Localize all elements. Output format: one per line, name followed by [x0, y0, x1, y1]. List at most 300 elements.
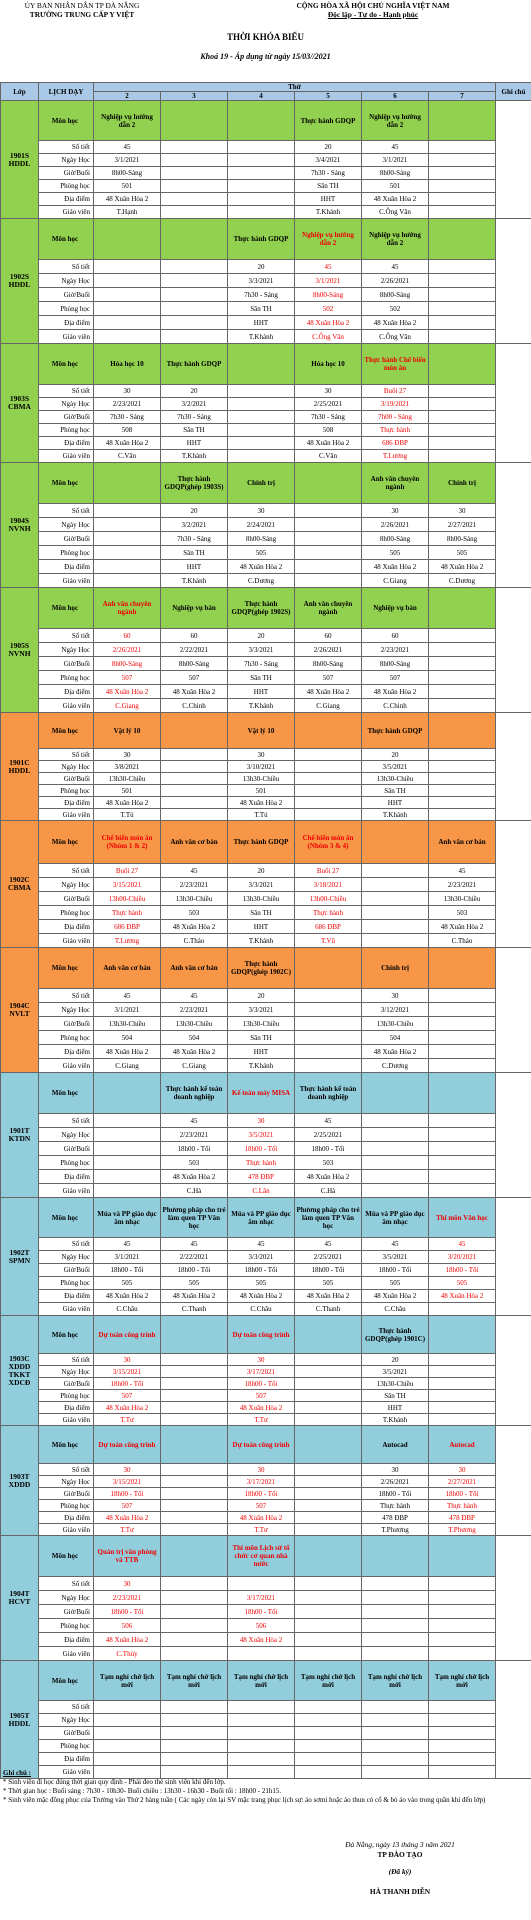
schedule-cell: 2/23/2021 — [161, 1003, 228, 1017]
detail-row — [1, 316, 531, 330]
schedule-cell: 18h00 - Tối — [94, 1605, 161, 1619]
schedule-cell — [295, 1031, 362, 1045]
schedule-cell: 7h30 - Sáng — [295, 411, 362, 424]
schedule-cell — [94, 1740, 161, 1753]
detail-row — [1, 1031, 531, 1045]
schedule-cell: Sân TH — [228, 1031, 295, 1045]
schedule-cell — [161, 1500, 228, 1512]
notes-block — [3, 1769, 528, 1805]
schedule-cell: C.Dương — [362, 1059, 429, 1073]
schedule-cell — [94, 330, 161, 344]
row-label: Giờ/Buổi — [39, 411, 94, 424]
row-label: Giáo viên — [39, 1184, 94, 1198]
schedule-cell — [362, 906, 429, 920]
schedule-cell: C.Châu — [228, 1303, 295, 1316]
schedule-cell: Sân TH — [228, 302, 295, 316]
schedule-cell — [295, 518, 362, 532]
schedule-cell: 3/5/2021 — [228, 1128, 295, 1142]
schedule-cell — [429, 685, 496, 699]
schedule-cell: 7h30 - Sáng — [295, 167, 362, 180]
schedule-cell — [362, 1633, 429, 1647]
schedule-cell: Sân TH — [161, 546, 228, 560]
schedule-cell: 30 — [94, 1464, 161, 1476]
detail-row — [1, 773, 531, 785]
schedule-cell: 48 Xuân Hòa 2 — [362, 193, 429, 206]
day-head: 3 — [161, 92, 228, 101]
schedule-cell — [362, 1727, 429, 1740]
schedule-cell: T.Tư — [94, 1524, 161, 1536]
schedule-cell — [429, 1402, 496, 1414]
schedule-cell: 13h30-Chiều — [94, 1017, 161, 1031]
schedule-cell: 45 — [161, 989, 228, 1003]
schedule-cell: 507 — [94, 1390, 161, 1402]
subject-row — [1, 344, 531, 385]
schedule-cell — [161, 1577, 228, 1591]
class-name: 1901T KTDN — [1, 1073, 39, 1198]
class-name: 1905S NVNH — [1, 588, 39, 713]
schedule-cell: 30 — [94, 1354, 161, 1366]
schedule-cell — [161, 1390, 228, 1402]
schedule-cell: C.Hà — [161, 1184, 228, 1198]
subject-cell: Thực hành GDQP(ghép 1902S) — [228, 588, 295, 629]
detail-row — [1, 761, 531, 773]
schedule-cell — [161, 274, 228, 288]
schedule-cell: 3/1/2021 — [362, 154, 429, 167]
note-cell — [496, 1316, 531, 1426]
schedule-cell: C.Thảo — [161, 934, 228, 948]
schedule-cell: 18h00 - Tối — [228, 1378, 295, 1390]
row-label: Địa điểm — [39, 1633, 94, 1647]
schedule-cell: 8h00-Sáng — [429, 532, 496, 546]
schedule-cell — [94, 518, 161, 532]
detail-row — [1, 920, 531, 934]
schedule-cell — [228, 450, 295, 463]
subject-cell: Nghiệp vụ hướng dẫn 2 — [295, 219, 362, 260]
subject-cell — [228, 344, 295, 385]
schedule-cell — [161, 260, 228, 274]
schedule-cell: T.Khánh — [362, 1414, 429, 1426]
subject-cell — [94, 1073, 161, 1114]
schedule-cell: C.Châu — [362, 1303, 429, 1316]
schedule-cell: HHT — [228, 685, 295, 699]
schedule-cell — [161, 193, 228, 206]
row-label: Môn học — [39, 713, 94, 749]
schedule-cell — [429, 1753, 496, 1766]
schedule-cell — [429, 288, 496, 302]
schedule-cell: C.Thanh — [295, 1303, 362, 1316]
subject-cell: Thực hành GDQP — [228, 821, 295, 864]
schedule-cell: C.Lân — [228, 1184, 295, 1198]
row-label: Giờ/Buổi — [39, 532, 94, 546]
schedule-cell: 8h00-Sáng — [295, 288, 362, 302]
row-label: Số tiết — [39, 1354, 94, 1366]
row-label: Phòng học — [39, 302, 94, 316]
schedule-cell: 507 — [228, 1390, 295, 1402]
row-label: Giáo viên — [39, 1647, 94, 1661]
schedule-cell: 504 — [362, 1031, 429, 1045]
schedule-cell: 7h30 - Sáng — [228, 657, 295, 671]
subject-cell: Tạm nghỉ chờ lịch mới — [228, 1661, 295, 1701]
schedule-cell: 3/4/2021 — [295, 154, 362, 167]
detail-row — [1, 1500, 531, 1512]
schedule-cell: 502 — [295, 302, 362, 316]
schedule-cell: HHT — [228, 1045, 295, 1059]
schedule-cell — [429, 1170, 496, 1184]
detail-row — [1, 749, 531, 761]
detail-row — [1, 1414, 531, 1426]
schedule-cell: 18h00 - Tối — [228, 1488, 295, 1500]
schedule-cell: 2/27/2021 — [429, 1476, 496, 1488]
subject-cell: Nghiệp vụ hướng dẫn 2 — [94, 101, 161, 141]
schedule-cell — [94, 302, 161, 316]
schedule-cell — [429, 1414, 496, 1426]
detail-row — [1, 1114, 531, 1128]
row-label: Phòng học — [39, 1390, 94, 1402]
schedule-cell: T.Tư — [228, 1524, 295, 1536]
schedule-cell: 20 — [362, 749, 429, 761]
subject-cell — [295, 1316, 362, 1354]
detail-row — [1, 1045, 531, 1059]
schedule-cell — [429, 1390, 496, 1402]
schedule-cell: 20 — [362, 1354, 429, 1366]
note-2: * Thời gian học : Buổi sáng : 7h30 - 10h30- Buổi chiều : 13h30 - 16h30 - Buổi tối : 18h00 - 21h15. — [3, 1787, 282, 1795]
row-label: Địa điểm — [39, 1402, 94, 1414]
schedule-cell: 45 — [429, 864, 496, 878]
schedule-cell: 8h00-Sáng — [362, 532, 429, 546]
schedule-cell: 30 — [362, 1464, 429, 1476]
schedule-cell: 18h00 - Tối — [228, 1264, 295, 1277]
row-label: Môn học — [39, 821, 94, 864]
schedule-cell — [228, 141, 295, 154]
schedule-cell — [429, 193, 496, 206]
subject-cell: Thực hành GDQP(ghép 1903S) — [161, 463, 228, 504]
schedule-cell: 3/3/2021 — [228, 1251, 295, 1264]
schedule-cell: 2/26/2021 — [362, 1476, 429, 1488]
detail-row — [1, 206, 531, 219]
schedule-cell: C.Giang — [362, 574, 429, 588]
detail-row — [1, 892, 531, 906]
schedule-cell: 2/22/2021 — [161, 643, 228, 657]
detail-row — [1, 797, 531, 809]
nation-motto: Độc lập - Tự do - Hạnh phúc — [327, 10, 419, 19]
row-label: Phòng học — [39, 1500, 94, 1512]
schedule-cell — [429, 1701, 496, 1714]
schedule-cell: 30 — [228, 504, 295, 518]
schedule-cell: C.Thanh — [161, 1303, 228, 1316]
schedule-cell — [429, 260, 496, 274]
schedule-cell: 3/15/2021 — [94, 1476, 161, 1488]
issuer-school: TRƯỜNG TRUNG CẤP Y VIỆT — [29, 10, 135, 19]
schedule-cell — [295, 532, 362, 546]
subject-cell: Dự toán công trình — [94, 1316, 161, 1354]
schedule-cell — [94, 1114, 161, 1128]
schedule-cell: 30 — [94, 749, 161, 761]
schedule-cell — [161, 1378, 228, 1390]
row-label: Số tiết — [39, 385, 94, 398]
detail-row — [1, 274, 531, 288]
subject-cell — [429, 344, 496, 385]
detail-row — [1, 1238, 531, 1251]
row-label: Giáo viên — [39, 809, 94, 821]
schedule-cell — [161, 206, 228, 219]
row-label: Ngày Học — [39, 154, 94, 167]
day-head: 4 — [228, 92, 295, 101]
schedule-cell: 48 Xuân Hòa 2 — [228, 1633, 295, 1647]
schedule-cell: T.Vũ — [295, 934, 362, 948]
schedule-cell — [228, 180, 295, 193]
row-label: Địa điểm — [39, 560, 94, 574]
schedule-cell — [228, 1647, 295, 1661]
schedule-cell — [429, 1633, 496, 1647]
schedule-cell — [94, 560, 161, 574]
schedule-cell — [429, 989, 496, 1003]
schedule-cell — [295, 1524, 362, 1536]
subject-cell: Thực hành kế toán doanh nghiệp — [161, 1073, 228, 1114]
schedule-cell: 48 Xuân Hòa 2 — [94, 797, 161, 809]
subject-cell: Vật lý 10 — [228, 713, 295, 749]
timetable-body — [1, 101, 531, 1779]
detail-row — [1, 1277, 531, 1290]
schedule-cell — [228, 1714, 295, 1727]
schedule-cell — [94, 274, 161, 288]
row-label: Ngày Học — [39, 1476, 94, 1488]
schedule-cell: 20 — [228, 260, 295, 274]
row-label: Giờ/Buổi — [39, 1264, 94, 1277]
schedule-cell: 13h30-Chiều — [362, 1378, 429, 1390]
schedule-cell — [429, 1045, 496, 1059]
schedule-cell: C.Giang — [94, 699, 161, 713]
schedule-cell — [161, 809, 228, 821]
schedule-cell: 2/25/2021 — [295, 1128, 362, 1142]
schedule-cell: 2/22/2021 — [161, 1251, 228, 1264]
sign-dept: TP ĐÀO TẠO — [377, 1850, 423, 1859]
schedule-cell: 3/12/2021 — [362, 1003, 429, 1017]
schedule-cell: 20 — [161, 385, 228, 398]
schedule-cell: Thực hành — [362, 1500, 429, 1512]
schedule-cell: 48 Xuân Hòa 2 — [228, 1290, 295, 1303]
subject-cell — [429, 948, 496, 989]
subject-cell — [295, 948, 362, 989]
schedule-cell — [161, 761, 228, 773]
schedule-cell: 8h00-Sáng — [362, 288, 429, 302]
schedule-cell: T.Khánh — [161, 450, 228, 463]
schedule-cell: 3/3/2021 — [228, 643, 295, 657]
schedule-cell: 48 Xuân Hòa 2 — [228, 1402, 295, 1414]
schedule-cell — [295, 1605, 362, 1619]
schedule-cell: 30 — [228, 749, 295, 761]
schedule-cell: 686 ĐBP — [362, 437, 429, 450]
schedule-cell: 505 — [295, 1277, 362, 1290]
detail-row — [1, 1605, 531, 1619]
row-label: Địa điểm — [39, 797, 94, 809]
schedule-cell: 48 Xuân Hòa 2 — [161, 685, 228, 699]
schedule-cell: Sân TH — [228, 671, 295, 685]
schedule-cell: 501 — [228, 785, 295, 797]
detail-row — [1, 878, 531, 892]
schedule-cell: 48 Xuân Hòa 2 — [94, 685, 161, 699]
schedule-cell — [429, 450, 496, 463]
detail-row — [1, 411, 531, 424]
row-label: Địa điểm — [39, 685, 94, 699]
detail-row — [1, 1251, 531, 1264]
schedule-cell: T.Khánh — [228, 330, 295, 344]
subject-row — [1, 821, 531, 864]
detail-row — [1, 1264, 531, 1277]
schedule-cell — [161, 1464, 228, 1476]
detail-row — [1, 785, 531, 797]
subject-cell: Thực hành GDQP — [295, 101, 362, 141]
schedule-cell: 2/24/2021 — [228, 518, 295, 532]
schedule-cell: 48 Xuân Hòa 2 — [94, 193, 161, 206]
schedule-cell: 45 — [429, 1238, 496, 1251]
schedule-cell: 13h30-Chiều — [94, 773, 161, 785]
schedule-cell — [429, 1354, 496, 1366]
schedule-cell — [161, 288, 228, 302]
schedule-cell — [228, 424, 295, 437]
schedule-cell: 504 — [161, 1031, 228, 1045]
schedule-cell: 13h30-Chiều — [161, 1017, 228, 1031]
schedule-cell — [295, 1577, 362, 1591]
schedule-cell: 45 — [161, 1114, 228, 1128]
schedule-cell: 3/8/2021 — [94, 761, 161, 773]
row-label: Giáo viên — [39, 1414, 94, 1426]
schedule-cell: 478 ĐBP — [429, 1512, 496, 1524]
schedule-cell: 505 — [362, 1277, 429, 1290]
schedule-cell: HHT — [295, 193, 362, 206]
schedule-cell: 48 Xuân Hòa 2 — [228, 560, 295, 574]
detail-row — [1, 560, 531, 574]
schedule-cell — [94, 288, 161, 302]
schedule-cell: C.Dương — [228, 574, 295, 588]
schedule-cell: 48 Xuân Hòa 2 — [295, 1170, 362, 1184]
subject-cell — [362, 1536, 429, 1577]
schedule-cell — [161, 1740, 228, 1753]
subject-cell: Thực hành GDQP — [161, 344, 228, 385]
subject-cell: Tạm nghỉ chờ lịch mới — [94, 1661, 161, 1701]
detail-row — [1, 1619, 531, 1633]
schedule-cell: 2/23/2021 — [94, 398, 161, 411]
subject-cell: Chính trị — [429, 463, 496, 504]
row-label: Giờ/Buổi — [39, 892, 94, 906]
day-head: 6 — [362, 92, 429, 101]
class-name: 1904T HCVT — [1, 1536, 39, 1661]
schedule-cell: C.Ông Vân — [362, 330, 429, 344]
detail-row — [1, 574, 531, 588]
schedule-cell: 3/3/2021 — [228, 878, 295, 892]
schedule-cell — [295, 785, 362, 797]
schedule-cell — [362, 1184, 429, 1198]
detail-row — [1, 1488, 531, 1500]
row-label: Giáo viên — [39, 1766, 94, 1779]
detail-row — [1, 288, 531, 302]
schedule-cell — [228, 1577, 295, 1591]
schedule-cell — [295, 1414, 362, 1426]
detail-row — [1, 1184, 531, 1198]
schedule-cell: 8h00-Sáng — [228, 532, 295, 546]
schedule-cell: 60 — [362, 629, 429, 643]
subject-cell — [228, 101, 295, 141]
schedule-cell: 505 — [161, 1277, 228, 1290]
page-title: THỜI KHÓA BIỂU — [226, 32, 305, 42]
row-label: Phòng học — [39, 1619, 94, 1633]
detail-row — [1, 1633, 531, 1647]
schedule-cell — [429, 1303, 496, 1316]
schedule-cell: 686 ĐBP — [94, 920, 161, 934]
schedule-cell — [94, 260, 161, 274]
day-head: 7 — [429, 92, 496, 101]
schedule-cell: C.Hà — [295, 1184, 362, 1198]
schedule-cell — [161, 167, 228, 180]
schedule-cell — [295, 1714, 362, 1727]
schedule-cell: 507 — [362, 671, 429, 685]
page-subtitle: Khoá 19 - Áp dụng từ ngày 15/03//2021 — [200, 52, 331, 61]
schedule-cell — [94, 1753, 161, 1766]
schedule-cell: 45 — [295, 260, 362, 274]
row-label: Môn học — [39, 1426, 94, 1464]
schedule-cell — [161, 1714, 228, 1727]
schedule-cell: 3/17/2021 — [228, 1366, 295, 1378]
schedule-cell: 501 — [94, 785, 161, 797]
schedule-cell: 13h30-Chiều — [362, 1017, 429, 1031]
schedule-cell — [429, 657, 496, 671]
schedule-cell: 48 Xuân Hòa 2 — [94, 437, 161, 450]
detail-row — [1, 1303, 531, 1316]
schedule-cell — [161, 316, 228, 330]
detail-row — [1, 1017, 531, 1031]
schedule-cell: 30 — [94, 1577, 161, 1591]
schedule-cell: 503 — [161, 906, 228, 920]
schedule-cell — [295, 1464, 362, 1476]
row-label: Phòng học — [39, 906, 94, 920]
schedule-cell — [228, 206, 295, 219]
schedule-cell — [228, 1753, 295, 1766]
row-label: Môn học — [39, 1536, 94, 1577]
subject-cell: Chế biến món ăn (Nhóm 3 & 4) — [295, 821, 362, 864]
row-label: Giáo viên — [39, 699, 94, 713]
schedule-cell: 48 Xuân Hòa 2 — [94, 1290, 161, 1303]
class-name: 1903C XDDD TKKT XDCĐ — [1, 1316, 39, 1426]
schedule-cell — [295, 1591, 362, 1605]
detail-row — [1, 1591, 531, 1605]
detail-row — [1, 141, 531, 154]
schedule-cell — [228, 411, 295, 424]
row-label: Môn học — [39, 1073, 94, 1114]
schedule-cell: 3/20/2021 — [429, 1251, 496, 1264]
schedule-cell: 13h30-Chiều — [228, 1017, 295, 1031]
class-name: 1904S NVNH — [1, 463, 39, 588]
schedule-cell: 30 — [94, 385, 161, 398]
detail-row — [1, 1740, 531, 1753]
subject-cell — [429, 1536, 496, 1577]
schedule-cell — [362, 892, 429, 906]
schedule-cell — [429, 167, 496, 180]
schedule-cell — [161, 1402, 228, 1414]
schedule-cell — [94, 1142, 161, 1156]
schedule-cell — [429, 785, 496, 797]
row-label: Giờ/Buổi — [39, 1142, 94, 1156]
detail-row — [1, 260, 531, 274]
schedule-cell: Buổi 27 — [362, 385, 429, 398]
subject-cell — [94, 219, 161, 260]
schedule-cell: 503 — [161, 1156, 228, 1170]
schedule-cell: 18h00 - Tối — [94, 1378, 161, 1390]
detail-row — [1, 398, 531, 411]
schedule-cell — [429, 1184, 496, 1198]
note-cell — [496, 713, 531, 821]
schedule-cell: 30 — [429, 504, 496, 518]
issuer-authority: ỦY BAN NHÂN DÂN TP ĐÀ NẴNG — [24, 1, 140, 10]
class-name: 1901S HDDL — [1, 101, 39, 219]
